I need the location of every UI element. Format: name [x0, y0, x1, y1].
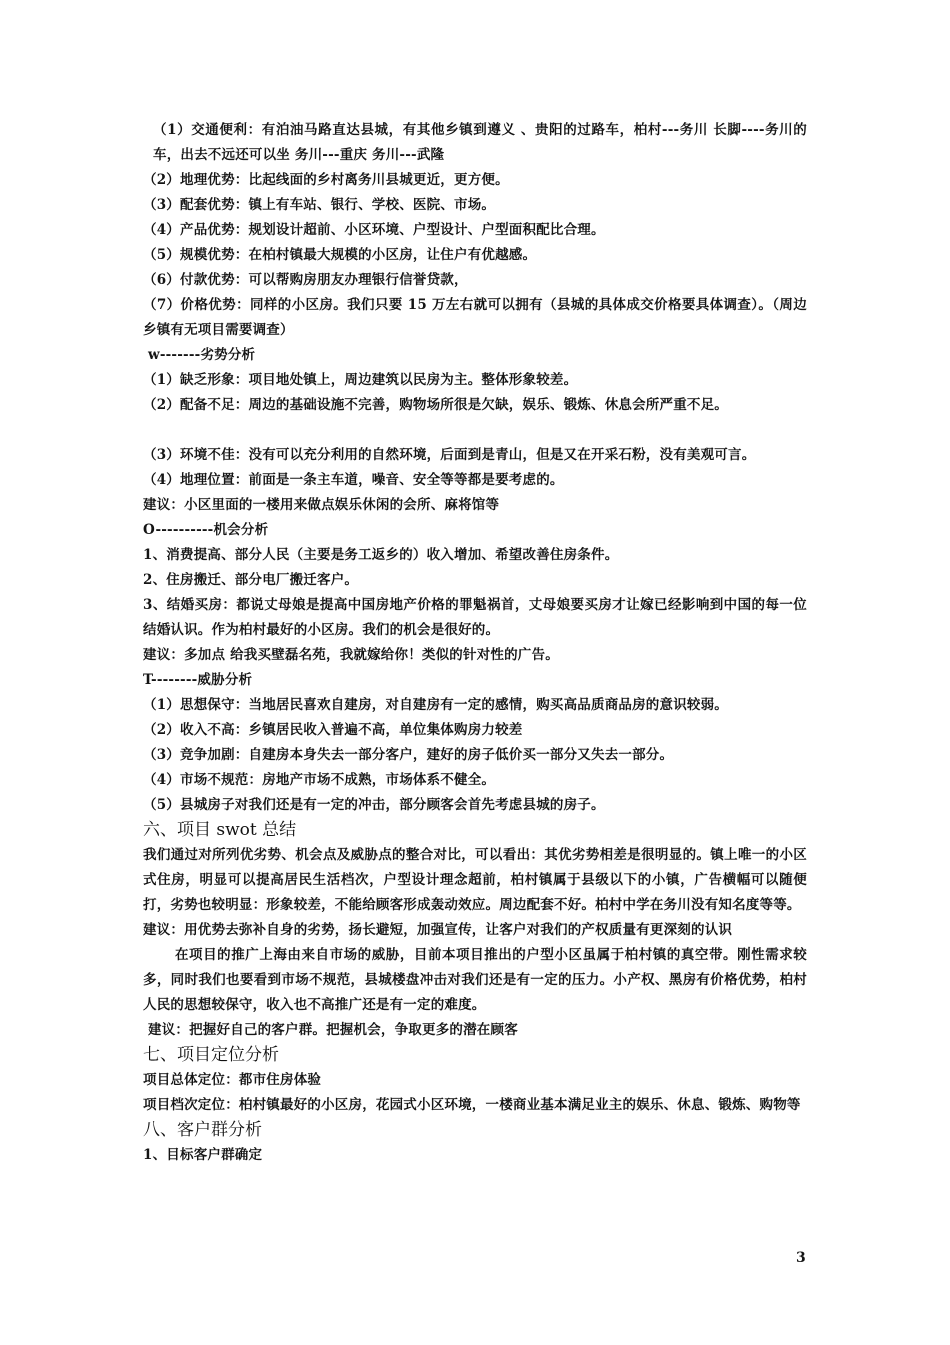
paragraph-market: （4）市场不规范：房地产市场不成熟，市场体系不健全。 [143, 772, 496, 788]
heading-threat: T--------威胁分析 [143, 672, 253, 688]
paragraph-county-impact: （5）县城房子对我们还是有一定的冲击，部分顾客会首先考虑县城的房子。 [143, 797, 605, 813]
section-heading-customers: 八、客户群分析 [143, 1120, 262, 1140]
section-heading-swot-summary: 六、项目 swot 总结 [143, 820, 297, 840]
paragraph-income: （2）收入不高：乡镇居民收入普遍不高，单位集体购房力较差 [143, 722, 523, 738]
heading-weakness: w-------劣势分析 [148, 347, 256, 363]
paragraph-target-customers: 1、目标客户群确定 [143, 1147, 263, 1163]
paragraph-location: （4）地理位置：前面是一条主车道，噪音、安全等等都是要考虑的。 [143, 472, 564, 488]
paragraph-competition: （3）竞争加剧：自建房本身失去一部分客户，建好的房子低价买一部分又失去一部分。 [143, 747, 674, 763]
paragraph-image: （1）缺乏形象：项目地处镇上，周边建筑以民房为主。整体形象较差。 [143, 372, 578, 388]
paragraph-overall-positioning: 项目总体定位：都市住房体验 [143, 1072, 322, 1088]
document-body [143, 118, 807, 1168]
paragraph-payment: （6）付款优势：可以帮购房朋友办理银行信誉贷款， [143, 272, 468, 288]
section-heading-positioning: 七、项目定位分析 [143, 1045, 279, 1065]
paragraph-transport: （1）交通便利：有泊油马路直达县城，有其他乡镇到遵义 、贵阳的过路车，柏村---务川 长脚----务川的车，出去不远还可以坐 务川---重庆 务川---武隆 [153, 122, 807, 163]
paragraph-marriage: 3、结婚买房：都说丈母娘是提高中国房地产价格的罪魁祸首，丈母娘要买房才让嫁已经影响到中国的每一位结婚认识。作为柏村最好的小区房。我们的机会是很好的。 [143, 597, 807, 638]
paragraph-suggestion-1: 建议：小区里面的一楼用来做点娱乐休闲的会所、麻将馆等 [143, 497, 500, 513]
paragraph-swot-summary: 我们通过对所列优劣势、机会点及威胁点的整合对比，可以看出：其优劣势相差是很明显的。镇上唯一的小区式住房，明显可以提高居民生活档次，户型设计理念超前，柏村镇属于县级以下的小镇，广告横幅可以随便打，劣势也较明显：形象较差，不能给顾客形成轰动效应。周边配套不好。柏村中学在务川没有知名度等等。 [143, 847, 807, 913]
paragraph-relocation: 2、住房搬迁、部分电厂搬迁客户。 [143, 572, 359, 588]
paragraph-equipment: （2）配备不足：周边的基础设施不完善，购物场所很是欠缺，娱乐、锻炼、休息会所严重不足。 [143, 397, 728, 413]
paragraph-suggestion-3: 建议：用优势去弥补自身的劣势，扬长避短，加强宣传，让客户对我们的产权质量有更深刻的认识 [143, 922, 733, 938]
paragraph-consumption: 1、消费提高、部分人民（主要是务工返乡的）收入增加、希望改善住房条件。 [143, 547, 619, 563]
paragraph-grade-positioning: 项目档次定位：柏村镇最好的小区房，花园式小区环境，一楼商业基本满足业主的娱乐、休息、锻炼、购物等 [143, 1097, 801, 1113]
paragraph-suggestion-4: 建议：把握好自己的客户群。把握机会，争取更多的潜在顾客 [148, 1022, 518, 1038]
paragraph-geography: （2）地理优势：比起线面的乡村离务川县城更近，更方便。 [143, 172, 509, 188]
paragraph-scale: （5）规模优势：在柏村镇最大规模的小区房，让住户有优越感。 [143, 247, 537, 263]
paragraph-product: （4）产品优势：规划设计超前、小区环境、户型设计、户型面积配比合理。 [143, 222, 605, 238]
paragraph-conservative: （1）思想保守：当地居民喜欢自建房，对自建房有一定的感情，购买高品质商品房的意识较弱。 [143, 697, 728, 713]
paragraph-environment: （3）环境不佳：没有可以充分利用的自然环境，后面到是青山，但是又在开采石粉，没有美观可言。 [143, 447, 756, 463]
paragraph-price: （7）价格优势：同样的小区房。我们只要 15 万左右就可以拥有（县城的具体成交价格要具体调查）。（周边乡镇有无项目需要调查） [143, 297, 807, 338]
paragraph-facilities: （3）配套优势：镇上有车站、银行、学校、医院、市场。 [143, 197, 496, 213]
paragraph-suggestion-2: 建议：多加点 给我买壁磊名苑，我就嫁给你！类似的针对性的广告。 [143, 647, 559, 663]
heading-opportunity: O----------机会分析 [143, 522, 269, 538]
paragraph-promotion: 在项目的推广上海由来自市场的威胁，目前本项目推出的户型小区虽属于柏村镇的真空带。刚性需求较多，同时我们也要看到市场不规范，县城楼盘冲击对我们还是有一定的压力。小产权、黑房有价格优势，柏村人民的思想较保守，收入也不高推广还是有一定的难度。 [143, 947, 807, 1013]
page-number: 3 [796, 1250, 806, 1266]
blank-line [143, 418, 807, 443]
